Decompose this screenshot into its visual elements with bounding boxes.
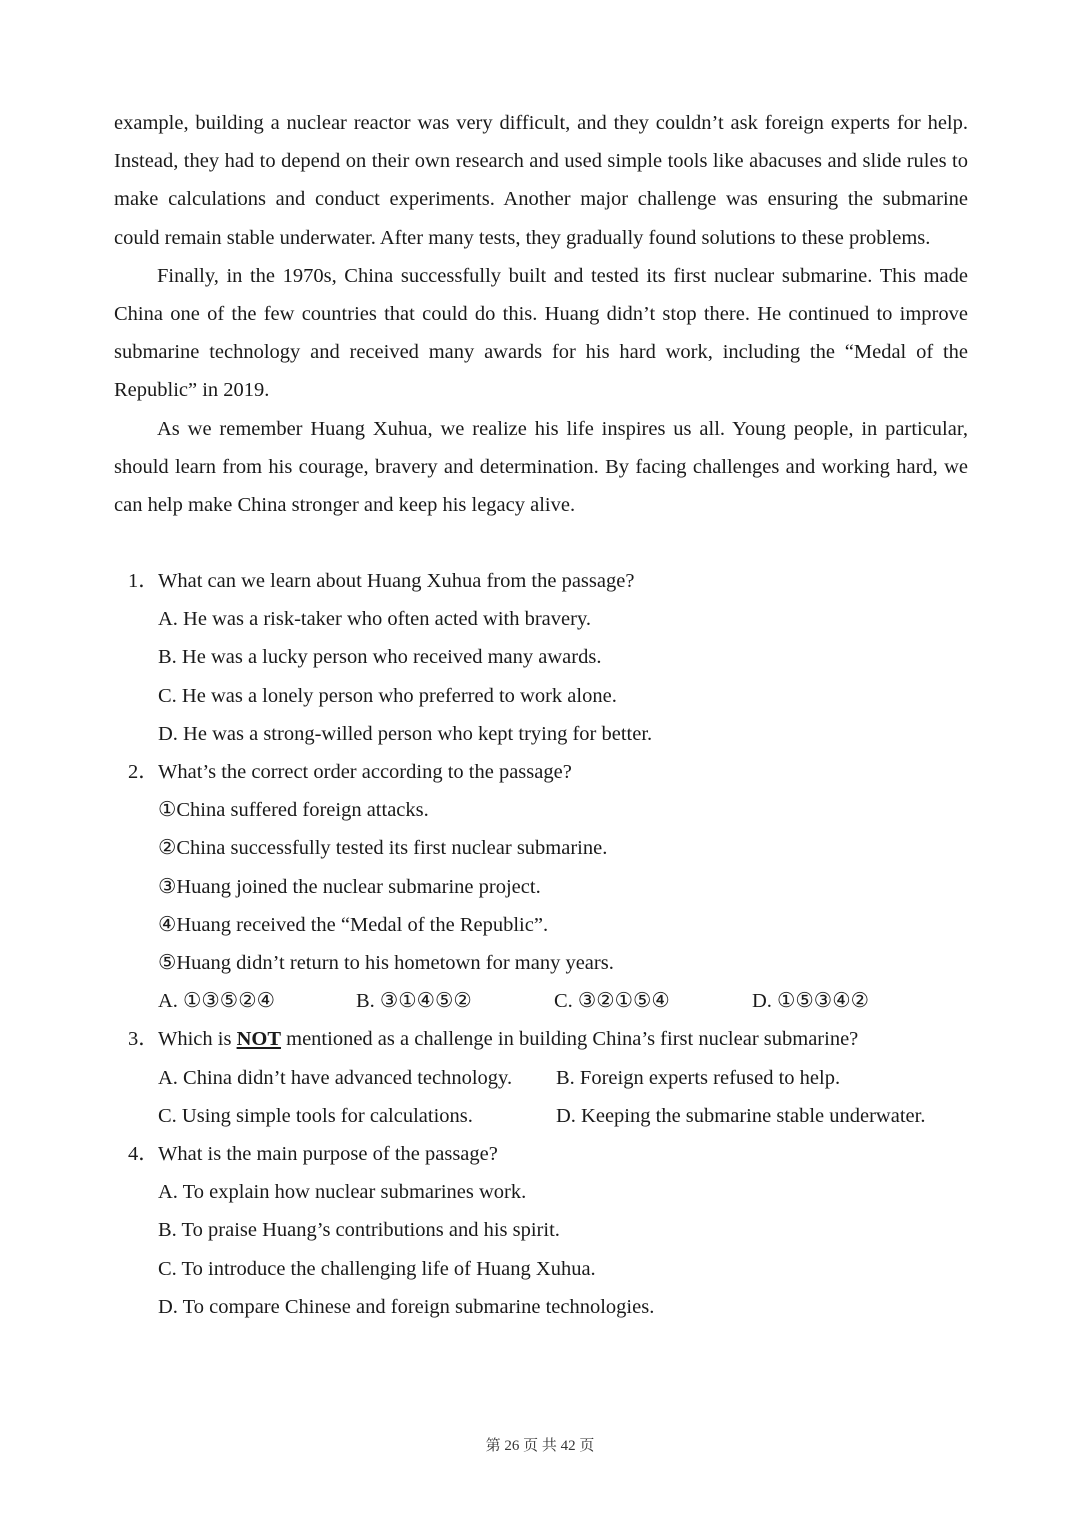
option-a: A. To explain how nuclear submarines work. <box>158 1181 527 1204</box>
option-c: C. He was a lonely person who preferred to work alone. <box>158 684 617 707</box>
option-a: A. China didn’t have advanced technology. <box>158 1066 513 1089</box>
passage-paragraph: Finally, in the 1970s, China successfully built and tested its first nuclear submarine. This made China one of the few countries that could do this. Huang didn’t stop there. He continued to improve submarine technology and received many awards for his hard work, including the “Medal of the Republic” in 2019. <box>114 264 968 402</box>
reading-passage <box>114 104 968 524</box>
option-b: B. ③①④⑤② <box>356 990 472 1013</box>
event-item: ③Huang joined the nuclear submarine project. <box>158 875 541 898</box>
emphasis-not: NOT <box>236 1028 282 1051</box>
option-b: B. To praise Huang’s contributions and his spirit. <box>158 1219 560 1242</box>
event-item: ②China successfully tested its first nuclear submarine. <box>158 837 608 860</box>
option-a: A. ①③⑤②④ <box>158 990 275 1013</box>
option-c: C. To introduce the challenging life of Huang Xuhua. <box>158 1257 596 1280</box>
question-stem: What is the main purpose of the passage? <box>158 1143 498 1166</box>
question-3 <box>114 1020 974 1135</box>
event-item: ⑤Huang didn’t return to his hometown for many years. <box>158 952 614 975</box>
options-row <box>114 982 974 1020</box>
question-stem: What’s the correct order according to the passage? <box>158 761 572 784</box>
event-item: ①China suffered foreign attacks. <box>158 799 429 822</box>
stem-text: Which is <box>158 1028 237 1051</box>
passage-paragraph: As we remember Huang Xuhua, we realize his life inspires us all. Young people, in particular, should learn from his courage, bravery and determination. By facing challenges and working hard, we can help make China stronger and keep his legacy alive. <box>114 417 968 517</box>
question-list <box>114 562 974 1326</box>
question-stem: What can we learn about Huang Xuhua from the passage? <box>158 570 635 592</box>
option-d: D. To compare Chinese and foreign submarine technologies. <box>158 1295 655 1318</box>
options-row <box>114 1059 974 1097</box>
page-number-footer: 第 26 页 共 42 页 <box>485 1438 595 1454</box>
question-4 <box>114 1135 974 1326</box>
question-number: 1． <box>128 570 159 592</box>
option-a: A. He was a risk-taker who often acted with bravery. <box>158 608 591 631</box>
question-2 <box>114 753 974 1020</box>
question-1 <box>114 562 974 753</box>
option-d: D. ①⑤③④② <box>752 990 869 1013</box>
option-b: B. Foreign experts refused to help. <box>556 1066 841 1089</box>
event-item: ④Huang received the “Medal of the Republic”. <box>158 913 549 936</box>
passage-paragraph: example, building a nuclear reactor was very difficult, and they couldn’t ask foreign experts for help. Instead, they had to depend on their own research and used simple tools like abacuses and slide rules to make calculations and conduct experiments. Another major challenge was ensuring the submarine could remain stable underwater. After many tests, they gradually found solutions to these problems. <box>114 112 968 249</box>
option-d: D. He was a strong-willed person who kept trying for better. <box>158 722 653 745</box>
question-number: 3． <box>128 1028 159 1051</box>
question-number: 2． <box>128 761 159 784</box>
stem-text: mentioned as a challenge in building China’s first nuclear submarine? <box>281 1028 859 1051</box>
options-row <box>114 1097 974 1135</box>
option-c: C. ③②①⑤④ <box>554 990 670 1013</box>
option-b: B. He was a lucky person who received many awards. <box>158 646 602 669</box>
option-d: D. Keeping the submarine stable underwater. <box>556 1104 926 1127</box>
question-stem <box>158 1020 858 1058</box>
question-number: 4． <box>128 1143 159 1166</box>
option-c: C. Using simple tools for calculations. <box>158 1104 473 1127</box>
